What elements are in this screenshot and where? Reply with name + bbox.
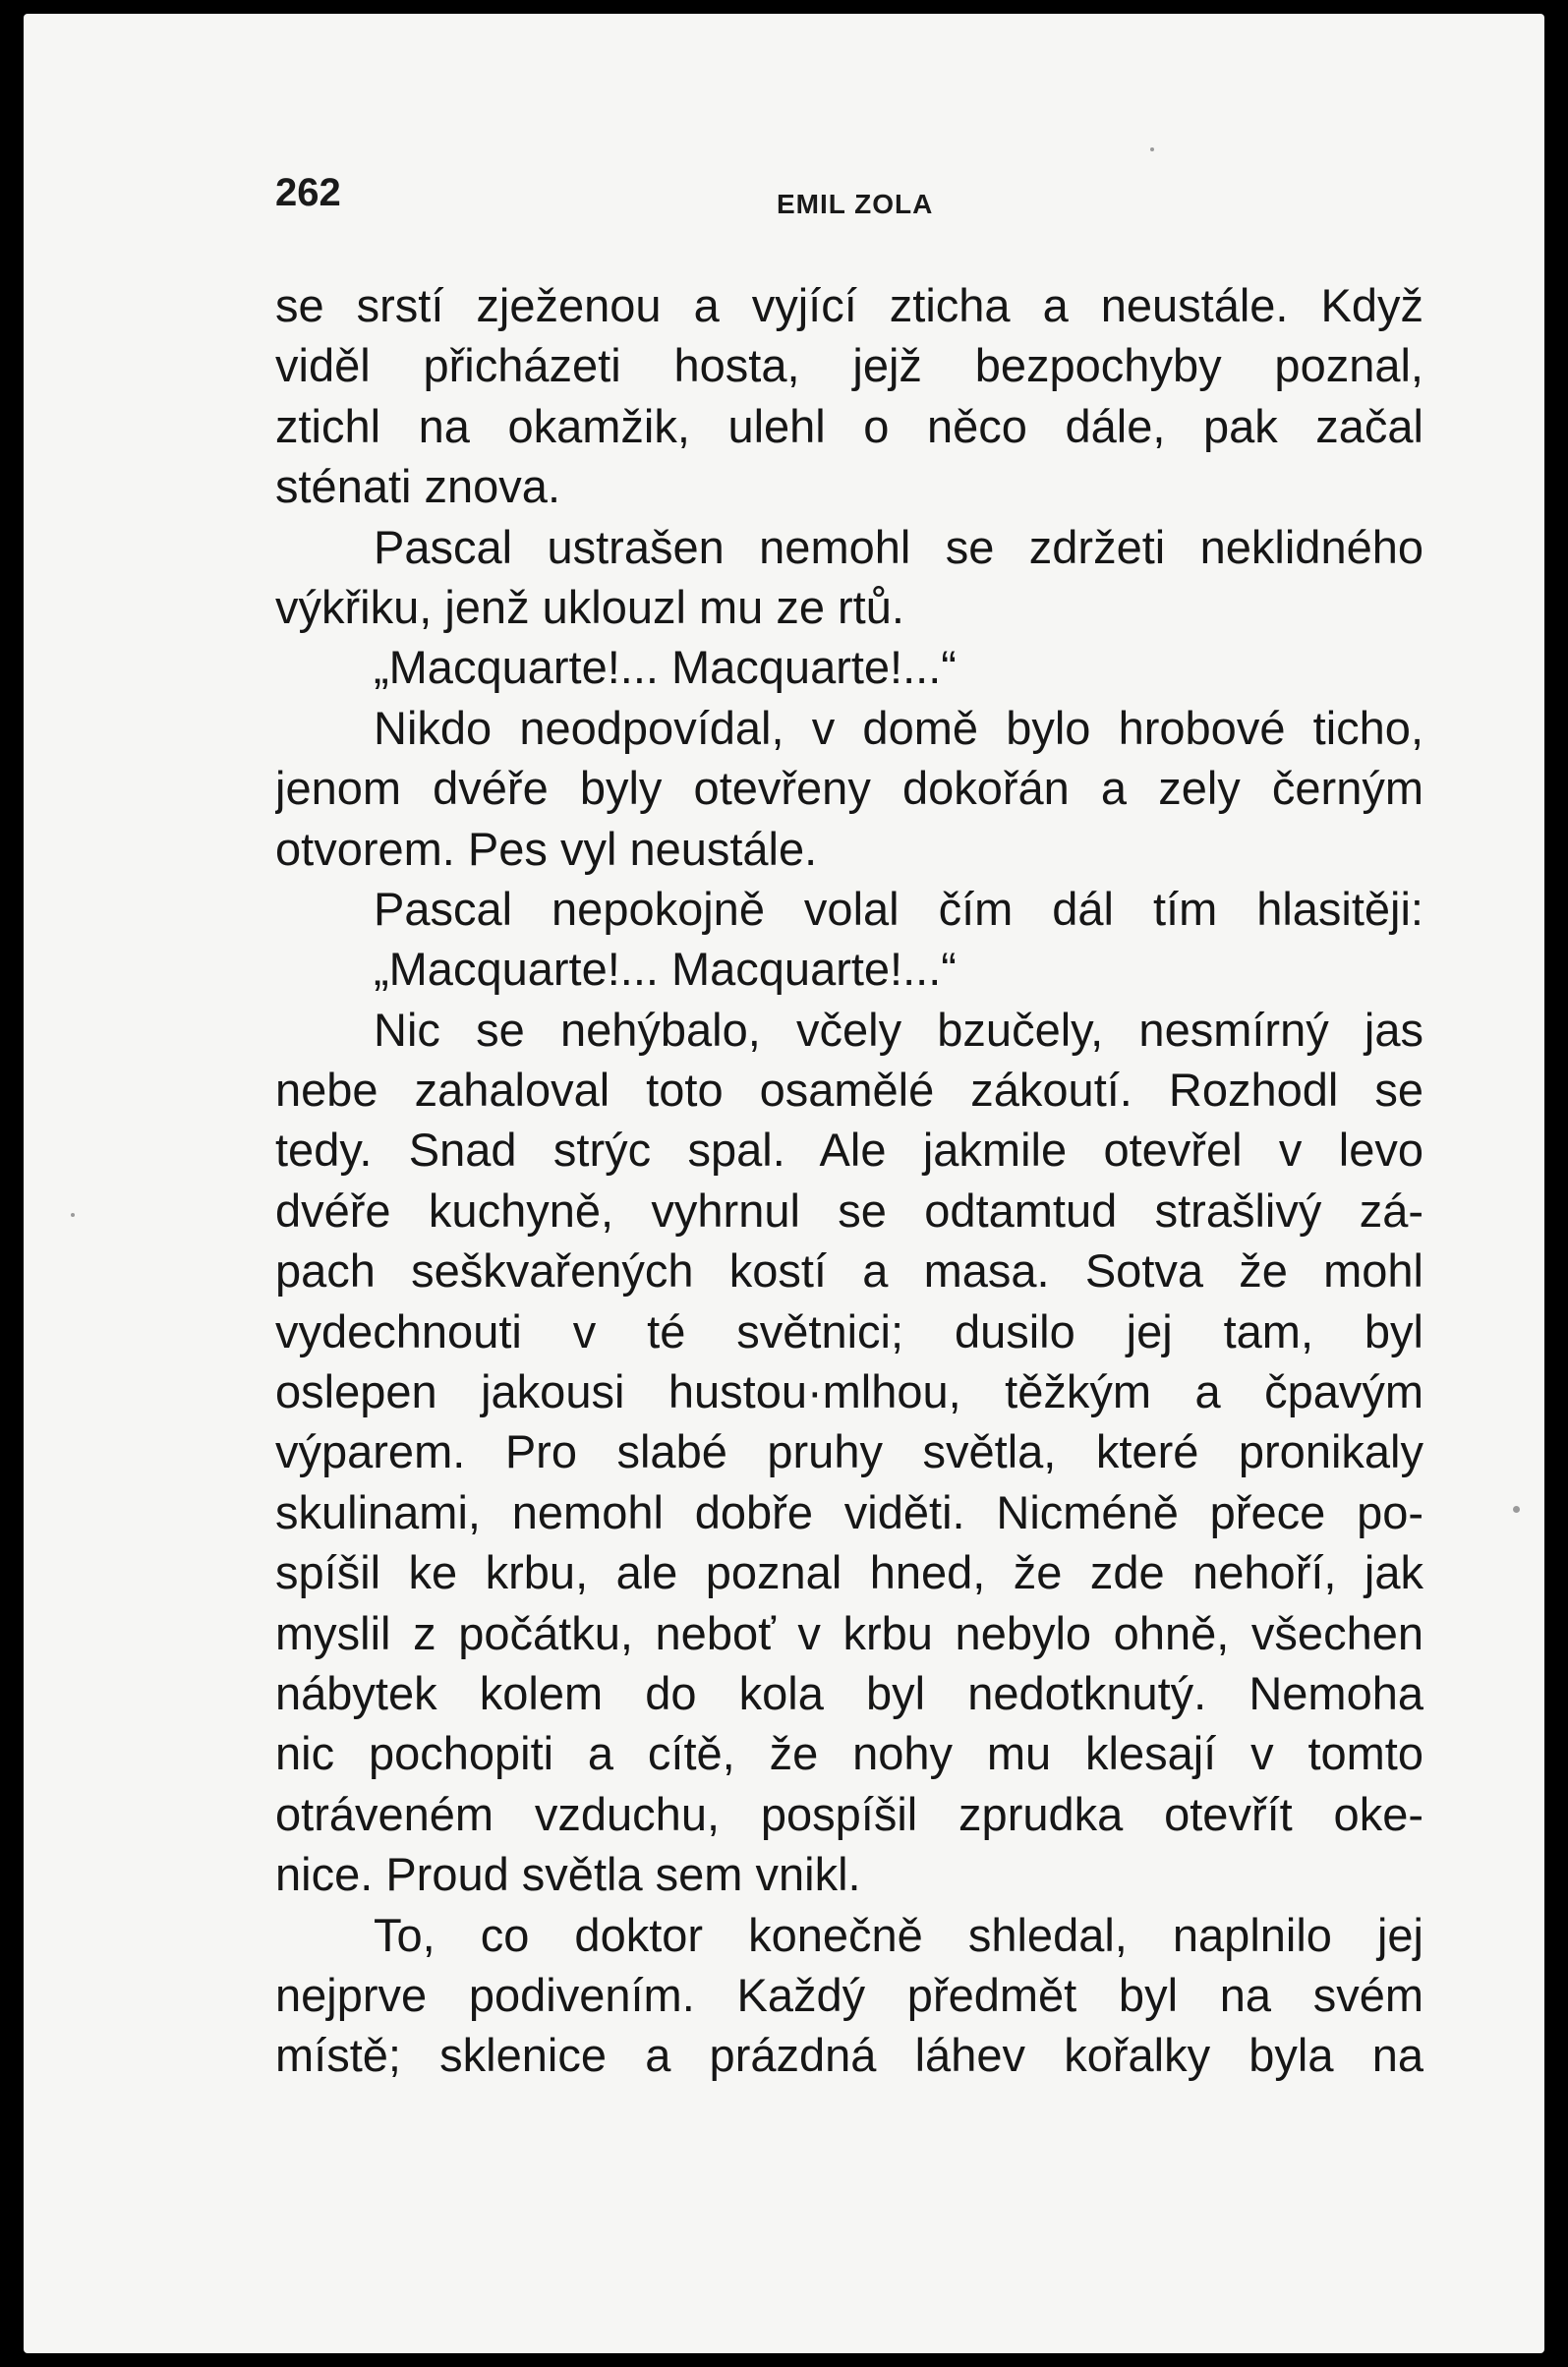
text-line: skulinami, nemohl dobře viděti. Nicméně přece po- bbox=[275, 1485, 1423, 1538]
running-head: EMIL ZOLA bbox=[777, 189, 934, 219]
paper-speck bbox=[1513, 1506, 1520, 1513]
text-line: výparem. Pro slabé pruhy světla, které pronikaly bbox=[275, 1425, 1423, 1478]
text-line: To, co doktor konečně shledal, naplnilo jej bbox=[374, 1908, 1423, 1961]
text-line: spíšil ke krbu, ale poznal hned, že zde nehoří, jak bbox=[275, 1546, 1423, 1599]
text-line: „Macquarte!... Macquarte!...“ bbox=[374, 943, 957, 996]
page-number: 262 bbox=[275, 171, 341, 214]
text-line: Pascal nepokojně volal čím dál tím hlasitěji: bbox=[374, 882, 1423, 935]
text-line: nábytek kolem do kola byl nedotknutý. Nemoha bbox=[275, 1666, 1423, 1719]
paper-speck bbox=[71, 1213, 75, 1217]
text-line: tedy. Snad strýc spal. Ale jakmile otevřel v levo bbox=[275, 1124, 1423, 1177]
text-line: viděl přicházeti hosta, jejž bezpochyby poznal, bbox=[275, 339, 1423, 392]
text-line: Nic se nehýbalo, včely bzučely, nesmírný jas bbox=[374, 1003, 1423, 1056]
text-line: místě; sklenice a prázdná láhev kořalky byla na bbox=[275, 2029, 1423, 2082]
text-line: „Macquarte!... Macquarte!...“ bbox=[374, 641, 957, 694]
text-line: nejprve podivením. Každý předmět byl na svém bbox=[275, 1968, 1423, 2021]
text-line: Pascal ustrašen nemohl se zdržeti neklidného bbox=[374, 520, 1423, 573]
book-page bbox=[24, 14, 1544, 2353]
text-line: oslepen jakousi hustou·mlhou, těžkým a čpavým bbox=[275, 1365, 1423, 1418]
text-line: nebe zahaloval toto osamělé zákoutí. Rozhodl se bbox=[275, 1064, 1423, 1117]
text-line: nice. Proud světla sem vnikl. bbox=[275, 1848, 861, 1901]
text-line: sténati znova. bbox=[275, 460, 561, 513]
text-line: Nikdo neodpovídal, v domě bylo hrobové ticho, bbox=[374, 701, 1423, 754]
text-line: otvorem. Pes vyl neustále. bbox=[275, 822, 818, 875]
text-line: ztichl na okamžik, ulehl o něco dále, pak začal bbox=[275, 399, 1423, 452]
page-header bbox=[275, 171, 963, 220]
text-line: myslil z počátku, neboť v krbu nebylo ohně, všechen bbox=[275, 1606, 1423, 1659]
paper-speck bbox=[1150, 147, 1154, 151]
text-line: nic pochopiti a cítě, že nohy mu klesají v tomto bbox=[275, 1727, 1423, 1780]
text-line: otráveném vzduchu, pospíšil zprudka otevřít oke- bbox=[275, 1787, 1423, 1840]
text-line: jenom dvéře byly otevřeny dokořán a zely černým bbox=[275, 762, 1423, 815]
text-line: vydechnouti v té světnici; dusilo jej tam, byl bbox=[275, 1304, 1423, 1357]
body-text bbox=[275, 275, 1423, 2086]
text-line: pach seškvařených kostí a masa. Sotva že mohl bbox=[275, 1244, 1423, 1298]
text-line: dvéře kuchyně, vyhrnul se odtamtud strašlivý zá- bbox=[275, 1184, 1423, 1237]
text-line: výkřiku, jenž uklouzl mu ze rtů. bbox=[275, 580, 904, 633]
text-line: se srstí zježenou a vyjící zticha a neustále. Když bbox=[275, 279, 1423, 331]
